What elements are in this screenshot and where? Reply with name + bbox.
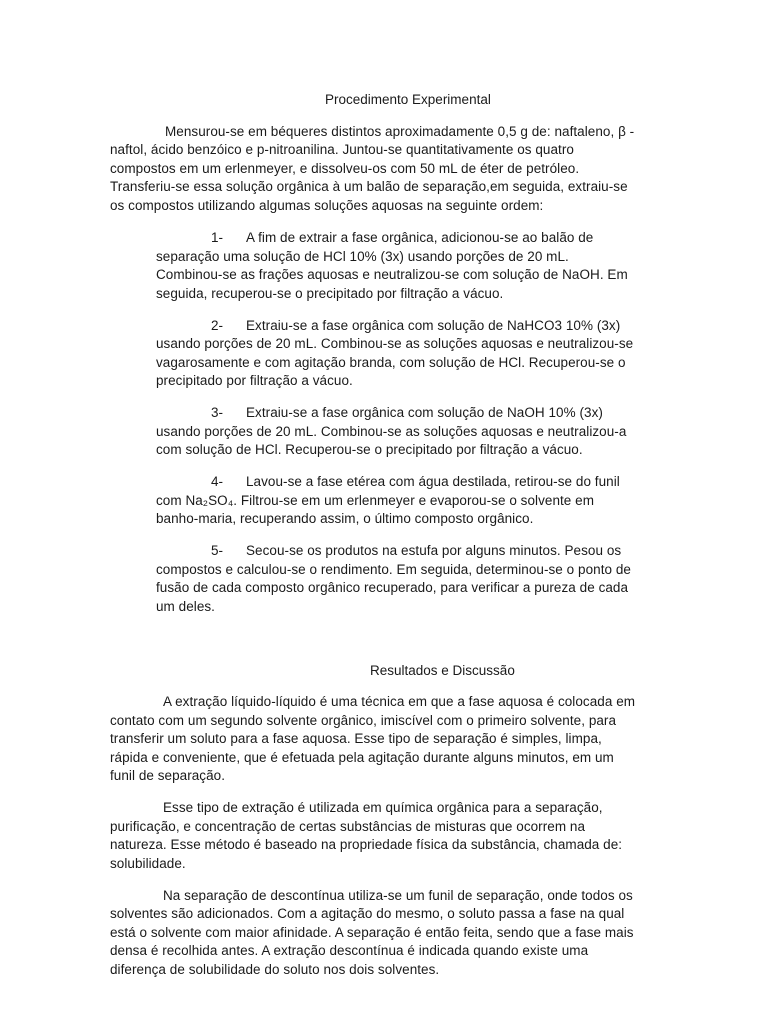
text-line: Combinou-se as frações aquosas e neutralizou-se com solução de NaOH. Em	[156, 267, 628, 282]
text-line: A fim de extrair a fase orgânica, adicionou-se ao balão de	[246, 230, 594, 245]
text-line: Transferiu-se essa solução orgânica à um balão de separação,em seguida, extraiu-se	[110, 179, 628, 194]
text-line: funil de separação.	[110, 768, 226, 783]
text-line: fusão de cada composto orgânico recuperado, para verificar a pureza de cada	[156, 580, 629, 595]
text-line: Extraiu-se a fase orgânica com solução de NaHCO3 10% (3x)	[246, 318, 621, 333]
text-line: um deles.	[156, 599, 215, 614]
section-title-resultados: Resultados e Discussão	[370, 663, 515, 678]
section-title-procedimento: Procedimento Experimental	[325, 92, 491, 107]
step-number: 2-	[211, 318, 224, 333]
text-line: rápida e conveniente, que é efetuada pela agitação durante alguns minutos, em um	[110, 750, 614, 765]
text-line: A extração líquido-líquido é uma técnica em que a fase aquosa é colocada em	[163, 694, 636, 709]
text-line: natureza. Esse método é baseado na propriedade física da substância, chamada de:	[110, 837, 623, 852]
text-line: compostos e calculou-se o rendimento. Em seguida, determinou-se o ponto de	[156, 562, 631, 577]
text-line: vagarosamente e com agitação branda, com solução de HCl. Recuperou-se o	[156, 355, 626, 370]
text-line: Mensurou-se em béqueres distintos aproximadamente 0,5 g de: naftaleno, β -	[165, 124, 635, 139]
text-line: usando porções de 20 mL. Combinou-se as soluções aquosas e neutralizou-a	[156, 424, 627, 439]
text-line: diferença de solubilidade do soluto nos dois solventes.	[110, 962, 440, 977]
text-line: naftol, ácido benzóico e p-nitroanilina. Juntou-se quantitativamente os quatro	[110, 142, 574, 157]
text-line: purificação, e concentração de certas substâncias de misturas que ocorrem na	[110, 819, 586, 834]
text-line: contato com um segundo solvente orgânico, imiscível com o primeiro solvente, para	[110, 713, 617, 728]
text-line: precipitado por filtração a vácuo.	[156, 373, 353, 388]
text-line: banho-maria, recuperando assim, o último composto orgânico.	[156, 511, 534, 526]
text-line: densa é recolhida antes. A extração descontínua é indicada quando existe uma	[110, 943, 589, 958]
step-number: 4-	[211, 474, 224, 489]
text-line: Lavou-se a fase etérea com água destilada, retirou-se do funil	[246, 474, 620, 489]
text-line: Extraiu-se a fase orgânica com solução de NaOH 10% (3x)	[246, 405, 603, 420]
text-line: transferir um soluto para a fase aquosa. Esse tipo de separação é simples, limpa,	[110, 731, 602, 746]
step-number: 3-	[211, 405, 224, 420]
text-line: está o solvente com maior afinidade. A separação é então feita, sendo que a fase mais	[110, 925, 634, 940]
text-line: compostos em um erlenmeyer, e dissolveu-os com 50 mL de éter de petróleo.	[110, 161, 580, 176]
step-number: 5-	[211, 543, 224, 558]
text-line: com solução de HCl. Recuperou-se o precipitado por filtração a vácuo.	[156, 442, 583, 457]
text-line: separação uma solução de HCl 10% (3x) usando porções de 20 mL.	[156, 249, 569, 264]
step-number: 1-	[211, 230, 224, 245]
text-line: com Na₂SO₄. Filtrou-se em um erlenmeyer e evaporou-se o solvente em	[156, 493, 595, 508]
text-line: os compostos utilizando algumas soluções aquosas na seguinte ordem:	[110, 198, 544, 213]
text-line: solubilidade.	[110, 856, 186, 871]
text-line: usando porções de 20 mL. Combinou-se as soluções aquosas e neutralizou-se	[156, 336, 634, 351]
text-line: Na separação de descontínua utiliza-se um funil de separação, onde todos os	[163, 888, 633, 903]
text-line: Esse tipo de extração é utilizada em química orgânica para a separação,	[163, 800, 603, 815]
text-line: Secou-se os produtos na estufa por alguns minutos. Pesou os	[246, 543, 622, 558]
text-line: seguida, recuperou-se o precipitado por filtração a vácuo.	[156, 286, 504, 301]
text-line: solventes são adicionados. Com a agitação do mesmo, o soluto passa a fase na qual	[110, 906, 625, 921]
